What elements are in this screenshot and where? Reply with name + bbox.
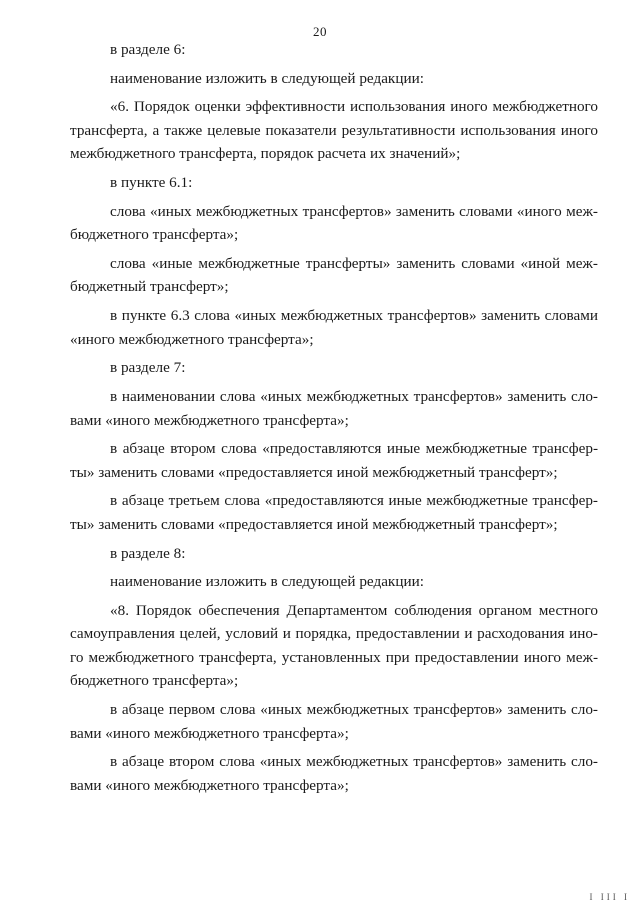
paragraph: в абзаце третьем слова «предоставляются иные межбюджетные трансфер-ты» заменить словами «предоставляется иной межбюджетный трансферт»; [70, 492, 598, 533]
scan-marks: I III I [589, 892, 630, 902]
paragraph: «6. Порядок оценки эффективности использования иного межбюджетного трансферта, а также целевые показатели результативности использования иного межбюджетного трансферта, порядок расчета их значений»; [70, 98, 598, 163]
document-body [70, 38, 598, 803]
paragraph: в разделе 6: [110, 41, 186, 58]
paragraph: в абзаце первом слова «иных межбюджетных трансфертов» заменить сло-вами «иного межбюджетного трансферта»; [70, 701, 598, 742]
paragraph: в абзаце втором слова «предоставляются иные межбюджетные трансфер-ты» заменить словами «предоставляется иной межбюджетный трансферт»; [70, 440, 598, 481]
paragraph: в разделе 7: [110, 359, 186, 377]
paragraph: наименование изложить в следующей редакции: [110, 69, 424, 87]
page-number: 20 [313, 24, 327, 39]
paragraph: наименование изложить в следующей редакции: [110, 573, 424, 591]
paragraph: «8. Порядок обеспечения Департаментом соблюдения органом местного самоуправления целей, условий и порядка, предоставлении и расходования ино-го межбюджетного трансферта, установленных при предоставлении иного меж-бюджетного трансферта»; [70, 601, 598, 690]
paragraph: в абзаце втором слова «иных межбюджетных трансфертов» заменить сло-вами «иного межбюджетного трансферта»; [70, 753, 598, 794]
paragraph: слова «иных межбюджетных трансфертов» заменить словами «иного меж-бюджетного трансферта»; [70, 202, 598, 244]
paragraph: в пункте 6.3 слова «иных межбюджетных трансфертов» заменить словами «иного межбюджетного трансферта»; [70, 307, 598, 348]
paragraph: в разделе 8: [110, 544, 186, 562]
paragraph: слова «иные межбюджетные трансферты» заменить словами «иной меж-бюджетный трансферт»; [70, 254, 598, 296]
paragraph: в наименовании слова «иных межбюджетных трансфертов» заменить сло-вами «иного межбюджетного трансферта»; [70, 388, 598, 429]
paragraph: в пункте 6.1: [110, 174, 193, 192]
